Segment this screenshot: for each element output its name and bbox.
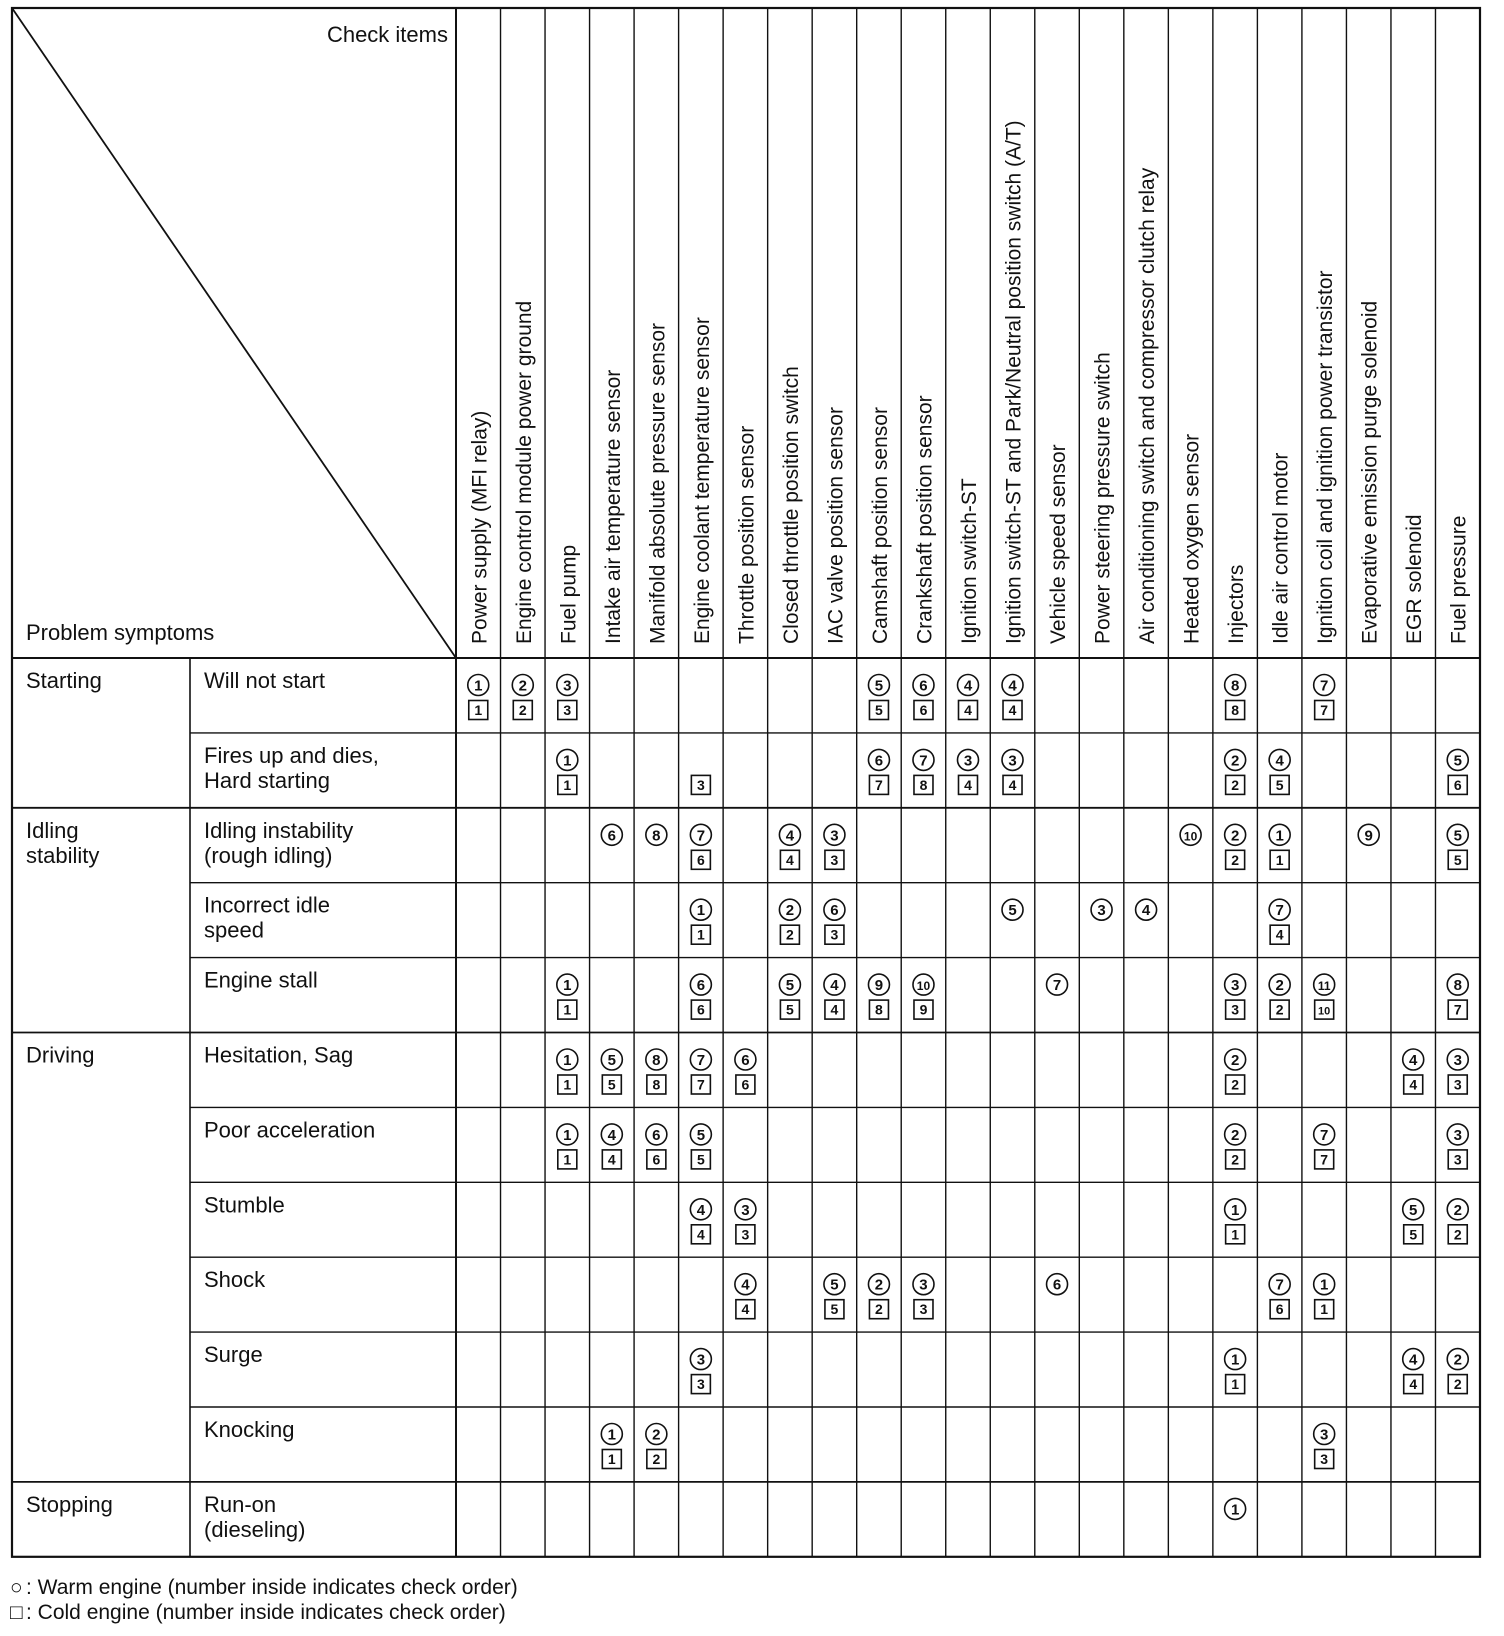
warm-engine-order: 8 [652,1052,661,1069]
warm-engine-order: 11 [1317,979,1331,994]
check-item-header: Fuel pump [557,544,581,644]
warm-engine-order: 4 [607,1126,616,1144]
warm-engine-order: 1 [1230,1501,1240,1519]
symptom-label: Will not start [204,668,326,693]
group-label: Stopping [26,1491,113,1517]
warm-engine-order: 5 [1453,827,1462,845]
cold-engine-order: 3 [1231,1001,1240,1018]
warm-engine-order: 2 [785,902,795,920]
warm-engine-order: 1 [474,677,483,695]
check-item-header: Throttle position sensor [735,425,759,644]
cold-engine-order: 5 [830,1301,839,1318]
group-label: Idling stability [26,817,100,868]
cold-engine-order: 4 [741,1301,750,1318]
check-item-header: Ignition switch-ST [958,478,981,644]
warm-engine-order: 7 [1320,1126,1329,1144]
warm-engine-order: 5 [830,1276,839,1294]
cold-engine-order: 6 [696,1001,705,1018]
cold-engine-order: 5 [696,1151,705,1168]
warm-engine-order: 3 [830,827,839,845]
cold-engine-order: 5 [607,1076,616,1093]
check-item-header: Crankshaft position sensor [913,395,937,644]
header-diagonal [12,8,456,658]
check-item-header: Power steering pressure switch [1091,352,1115,644]
warm-engine-order: 3 [1453,1052,1462,1069]
cold-engine-order: 3 [1453,1076,1462,1093]
warm-engine-order: 5 [874,677,884,695]
cold-engine-order: 1 [563,1151,572,1168]
cold-engine-order: 2 [1231,1076,1240,1093]
warm-engine-order: 7 [1052,977,1062,995]
symptom-label: Fires up and dies, Hard starting [204,742,379,793]
warm-engine-order: 2 [652,1426,661,1444]
warm-engine-order: 3 [1230,977,1240,995]
legend [10,1575,518,1625]
warm-engine-order: 5 [696,1126,706,1144]
warm-engine-order: 6 [1052,1276,1062,1294]
check-item-header: Idle air control motor [1269,452,1293,644]
cold-engine-order: 2 [1231,851,1240,868]
cold-engine-order: 4 [786,851,794,868]
warm-engine-order: 2 [1230,1052,1240,1069]
cold-engine-order: 5 [1275,776,1284,793]
check-item-header: Intake air temperature sensor [601,369,625,644]
warm-engine-order: 9 [874,977,884,995]
cold-engine-order: 1 [1231,1376,1240,1393]
cold-engine-order: 3 [919,1301,928,1318]
warm-engine-order: 4 [741,1276,750,1294]
check-item-header: Engine coolant temperature sensor [690,317,714,644]
cold-engine-order: 4 [1008,776,1017,793]
warm-engine-order: 2 [1230,1126,1240,1144]
cold-engine-order: 3 [830,851,839,868]
warm-engine-order: 10 [916,979,931,994]
cold-engine-order: 2 [518,702,527,718]
cold-engine-order: 1 [563,776,572,793]
warm-engine-order: 1 [1230,1351,1240,1369]
check-item-header: Fuel pressure [1447,515,1471,644]
check-item-header: Air conditioning switch and compressor clutch relay [1136,167,1160,644]
warm-engine-order: 1 [1230,1201,1240,1219]
check-item-header: IAC valve position sensor [824,407,848,644]
cold-engine-order: 4 [964,702,972,718]
warm-engine-order: 1 [563,1052,572,1069]
symptom-label: Shock [204,1267,266,1293]
cold-engine-order: 2 [1231,776,1240,793]
cold-engine-order: 7 [1320,702,1329,718]
cold-engine-order: 1 [607,1451,616,1467]
cold-engine-order: 6 [919,702,928,718]
symptom-label: Stumble [204,1192,285,1218]
check-item-header: EGR solenoid [1403,514,1427,644]
cold-engine-order: 2 [875,1301,883,1318]
warm-engine-order: 4 [830,977,839,995]
cold-engine-order: 7 [875,776,883,793]
warm-engine-order: 6 [874,752,884,770]
cold-engine-order: 7 [1453,1001,1462,1018]
cold-engine-order: 3 [741,1226,750,1243]
warm-engine-order: 10 [1183,829,1198,844]
legend-warm-engine [10,1575,518,1600]
cold-engine-order: 2 [1453,1226,1462,1243]
cold-engine-order: 1 [1231,1226,1240,1243]
warm-engine-order: 1 [1275,827,1284,845]
symptom-label: Engine stall [204,967,318,993]
cold-engine-order: 3 [696,776,705,793]
cold-engine-order: 5 [1453,851,1462,868]
cold-engine-order: 4 [964,776,972,793]
symptom-label: Idling instability (rough idling) [204,817,354,868]
check-item-header: Closed throttle position switch [779,366,803,644]
check-item-header: Engine control module power ground [512,300,536,644]
legend-warm-text: : Warm engine (number inside indicates check order) [26,1576,518,1599]
warm-engine-order: 3 [1097,902,1106,920]
warm-engine-order: 3 [1453,1126,1462,1144]
cold-engine-order: 2 [652,1451,661,1467]
legend-cold-engine [10,1600,518,1625]
warm-engine-order: 5 [607,1052,616,1069]
warm-engine-order: 8 [652,827,661,845]
warm-engine-order: 7 [1275,902,1284,920]
check-item-header: Vehicle speed sensor [1047,444,1071,644]
cold-engine-order: 4 [1409,1376,1418,1393]
warm-engine-order: 2 [1453,1351,1462,1369]
cold-engine-order: 2 [1275,1001,1284,1018]
warm-engine-order: 5 [785,977,795,995]
warm-engine-order: 7 [1320,677,1329,695]
cold-engine-order: 4 [830,1001,839,1018]
warm-engine-order: 3 [1320,1426,1329,1444]
cold-engine-order: 7 [1320,1151,1329,1168]
cold-engine-order: 8 [919,776,928,793]
warm-engine-circle-icon: ○ [10,1576,23,1599]
cold-engine-order: 9 [919,1001,928,1018]
check-item-header: Injectors [1225,564,1249,644]
warm-engine-order: 3 [696,1351,706,1369]
warm-engine-order: 7 [1275,1276,1284,1294]
cold-engine-order: 1 [474,702,483,718]
cold-engine-order: 3 [830,926,839,943]
warm-engine-order: 3 [741,1201,750,1219]
cold-engine-order: 2 [1453,1376,1462,1393]
cold-engine-order: 10 [1318,1005,1331,1018]
cold-engine-order: 6 [652,1151,661,1168]
symptom-label: Incorrect idle speed [204,892,330,943]
warm-engine-order: 1 [563,977,572,995]
warm-engine-order: 4 [1409,1052,1418,1069]
warm-engine-order: 1 [563,752,572,770]
warm-engine-order: 5 [1409,1201,1418,1219]
cold-engine-order: 5 [875,702,883,718]
warm-engine-order: 4 [785,827,795,845]
cold-engine-order: 4 [1409,1076,1418,1093]
warm-engine-order: 3 [919,1276,928,1294]
check-items-label: Check items [326,22,448,47]
warm-engine-order: 6 [652,1126,661,1144]
check-item-header: Ignition switch-ST and Park/Neutral position switch (A/T) [1002,120,1026,644]
warm-engine-order: 4 [963,677,973,695]
warm-engine-order: 7 [696,1052,706,1069]
warm-engine-order: 3 [963,752,973,770]
cold-engine-order: 2 [786,926,794,943]
symptom-label: Run-on (dieseling) [204,1491,306,1542]
warm-engine-order: 1 [696,902,706,920]
problem-symptoms-label: Problem symptoms [26,620,215,645]
cold-engine-order: 8 [1231,702,1240,718]
warm-engine-order: 5 [1008,902,1017,920]
warm-engine-order: 6 [741,1052,750,1069]
warm-engine-order: 5 [1453,752,1462,770]
cold-engine-order: 1 [1320,1301,1329,1318]
check-item-header: Manifold absolute pressure sensor [646,322,670,644]
warm-engine-order: 6 [919,677,928,695]
cold-engine-order: 6 [1453,776,1462,793]
cold-engine-square-icon: □ [10,1601,23,1624]
symptom-label: Hesitation, Sag [204,1042,354,1068]
cold-engine-order: 2 [1231,1151,1240,1168]
group-label: Driving [26,1042,95,1068]
warm-engine-order: 9 [1364,827,1373,845]
warm-engine-order: 2 [1230,752,1240,770]
legend-cold-text: : Cold engine (number inside indicates check order) [26,1601,506,1624]
warm-engine-order: 4 [1141,902,1151,920]
warm-engine-order: 1 [563,1126,572,1144]
cold-engine-order: 3 [1453,1151,1462,1168]
warm-engine-order: 2 [1230,827,1240,845]
warm-engine-order: 2 [1275,977,1284,995]
cold-engine-order: 3 [696,1376,705,1393]
warm-engine-order: 8 [1230,677,1240,695]
check-item-header: Power supply (MFI relay) [468,410,492,644]
warm-engine-order: 4 [1275,752,1284,770]
cold-engine-order: 6 [741,1076,750,1093]
cold-engine-order: 6 [1275,1301,1284,1318]
warm-engine-order: 1 [607,1426,616,1444]
warm-engine-order: 3 [563,677,572,695]
cold-engine-order: 1 [563,1076,572,1093]
cold-engine-order: 4 [696,1226,705,1243]
warm-engine-order: 6 [696,977,706,995]
warm-engine-order: 6 [830,902,839,920]
cold-engine-order: 4 [1008,702,1017,718]
warm-engine-order: 3 [1008,752,1017,770]
warm-engine-order: 1 [1320,1276,1329,1294]
warm-engine-order: 4 [696,1201,706,1219]
cold-engine-order: 1 [563,1001,572,1018]
warm-engine-order: 4 [1008,677,1017,695]
warm-engine-order: 4 [1409,1351,1418,1369]
cold-engine-order: 4 [1275,926,1284,943]
cold-engine-order: 4 [607,1151,616,1168]
warm-engine-order: 7 [919,752,928,770]
warm-engine-order: 7 [696,827,706,845]
cold-engine-order: 8 [875,1001,883,1018]
cold-engine-order: 3 [1320,1451,1329,1467]
warm-engine-order: 2 [874,1276,884,1294]
check-item-header: Evaporative emission purge solenoid [1358,300,1382,644]
cold-engine-order: 1 [1275,851,1284,868]
check-item-header: Camshaft position sensor [868,407,892,644]
cold-engine-order: 7 [696,1076,705,1093]
cold-engine-order: 6 [696,851,705,868]
cold-engine-order: 5 [786,1001,794,1018]
warm-engine-order: 2 [1453,1201,1462,1219]
warm-engine-order: 2 [518,677,527,695]
cold-engine-order: 3 [563,702,572,718]
warm-engine-order: 8 [1453,977,1462,995]
cold-engine-order: 8 [652,1076,661,1093]
cold-engine-order: 1 [696,926,705,943]
check-item-header: Ignition coil and ignition power transistor [1314,270,1338,644]
symptom-label: Knocking [204,1417,295,1442]
cold-engine-order: 5 [1409,1226,1418,1243]
symptom-label: Poor acceleration [204,1117,376,1143]
check-item-header: Heated oxygen sensor [1180,433,1204,644]
warm-engine-order: 6 [607,827,616,845]
group-label: Starting [26,668,102,693]
symptom-label: Surge [204,1342,263,1368]
